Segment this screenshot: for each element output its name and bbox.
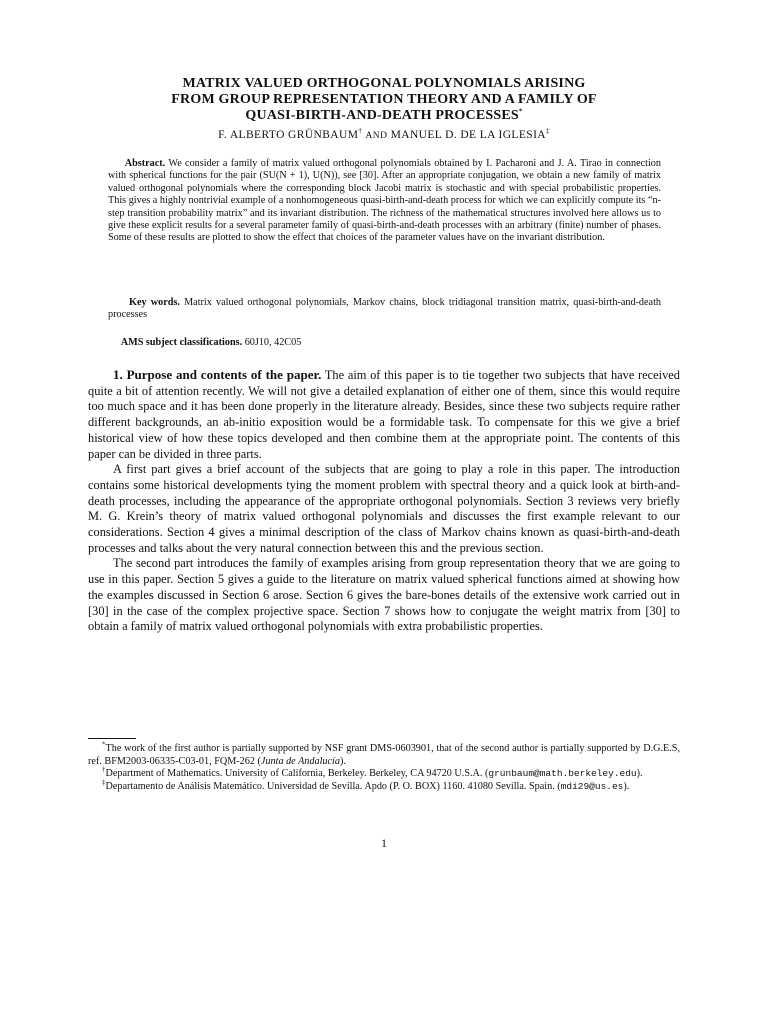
page-number: 1 [381,836,387,850]
paragraph: A first part gives a brief account of the subjects that are going to play a role in this paper. The introduction contains some historical developments tying the moment problem with spectral theory and a quick look at birth-and-death processes, including the appearance of the appropriate orthogonal polynomials. Section 3 reviews very briefly M. G. Krein’s theory of matrix valued orthogonal polynomials and discusses the first example relevant to our considerations. Section 4 gives a minimal description of the class of Markov chains known as quasi-birth-and-death processes and talks about the very natural connection between this and the previous section. [88,462,680,555]
paragraph-text: The aim of this paper is to tie together two subjects that have received quite a bit of attention recently. We will not give a detailed explanation of either one of them, since this would require too much space and it has been done properly in the literature already. Besides, since these two subjects require rather different backgrounds, an ab-initio exposition would be a formidable task. To compensate for this we give a brief historical view of how these topics developed and then combine them at the appropriate point. The contents of this paper can be divided in three parts. [88,368,681,461]
footnote-mark: † [102,765,106,774]
paragraph [88,367,680,462]
keywords-lead: Key words. [129,297,180,308]
author-first: F. ALBERTO GRÜNBAUM [218,129,359,141]
footnote: ‡Departamento de Análisis Matemático. Universidad de Sevilla. Apdo (P. O. BOX) 1160. 41080 Sevilla. Spain. (mdi29@us.es). [102,778,630,792]
ams-text: 60J10, 42C05 [244,337,302,348]
footnote-text: The work of the first author is partially supported by NSF grant DMS-0603901, that of the second author is partially supported by D.G.E.S, ref. BFM2003-06335-C03-01, FQM-262 ( [88,743,680,767]
author-line [60,129,708,141]
footnotes [88,740,680,793]
author-second-mark: ‡ [546,127,550,136]
title-footnote-mark: * [518,107,523,116]
title-line [60,108,708,124]
footnote-text: Departamento de Análisis Matemático. Universidad de Sevilla. Apdo (P. O. BOX) 1160. 41080 Sevilla. Spain. [105,780,555,792]
ams-lead: AMS subject classifications. [120,337,243,348]
title-line-text: QUASI-BIRTH-AND-DEATH PROCESSES [245,108,519,123]
footnote-email[interactable]: mdi29@us.es [560,780,624,792]
footnote-rule [88,738,136,739]
section-body [88,367,680,635]
paper-title [60,76,708,124]
footnote-mark: * [102,740,106,749]
footnote: †Department of Mathematics. University of California, Berkeley. Berkeley, CA 94720 U.S.A. (grunbaum@math.berkeley.edu). [102,765,643,780]
title-line: MATRIX VALUED ORTHOGONAL POLYNOMIALS ARISING [182,76,586,91]
footnote-text-end: ). [339,755,346,767]
keywords [108,297,661,322]
paragraph: The second part introduces the family of examples arising from group representation theory that we are going to use in this paper. Section 5 gives a guide to the literature on matrix valued spherical functions aimed at showing how the examples discussed in Section 6 arose. Section 6 gives the bare-bones details of the extensive work carried out in [30] in the case of the complex projective space. Section 7 shows how to conjugate the weight matrix from [30] to obtain a family of matrix valued orthogonal polynomials with extra probabilistic properties. [88,556,680,634]
author-second: MANUEL D. DE LA IGLESIA [390,129,547,141]
footnote [88,740,680,768]
title-line: FROM GROUP REPRESENTATION THEORY AND A FAMILY OF [171,92,597,107]
ams-classifications [108,337,661,349]
footnote-email[interactable]: grunbaum@math.berkeley.edu [488,768,637,780]
footnote-italic: Junta de Andalucía [260,755,340,767]
abstract-lead: Abstract. [124,158,166,169]
author-first-mark: † [358,127,363,136]
abstract [108,158,661,245]
keywords-text: Matrix valued orthogonal polynomials, Markov chains, block tridiagonal transition matrix, quasi-birth-and-death processes [108,297,661,321]
section-heading: 1. Purpose and contents of the paper. [113,367,322,382]
footnote-mark: ‡ [102,778,106,787]
author-and: AND [365,131,388,141]
footnote-text: Department of Mathematics. University of California, Berkeley. Berkeley, CA 94720 U.S.A. [105,768,483,780]
abstract-text: We consider a family of matrix valued orthogonal polynomials obtained by I. Pacharoni and J. A. Tirao in connection with spherical functions for the pair (SU(N + 1), U(N)), see [30]. After an appropriate conjugation, we obtain a new family of matrix valued orthogonal polynomials where the corresponding block Jacobi matrix is stochastic and with special probabilistic properties. This gives a highly nontrivial example of a nonhomogeneous quasi-birth-and-death process for which we can explicitly compute its “n-step transition probability matrix” and its invariant distribution. The richness of the mathematical structures involved here allows us to give these explicit results for a several parameter family of quasi-birth-and-death processes with an arbitrary (finite) number of phases. Some of these results are plotted to show the effect that choices of the parameter values have on the invariant distribution. [108,158,661,244]
